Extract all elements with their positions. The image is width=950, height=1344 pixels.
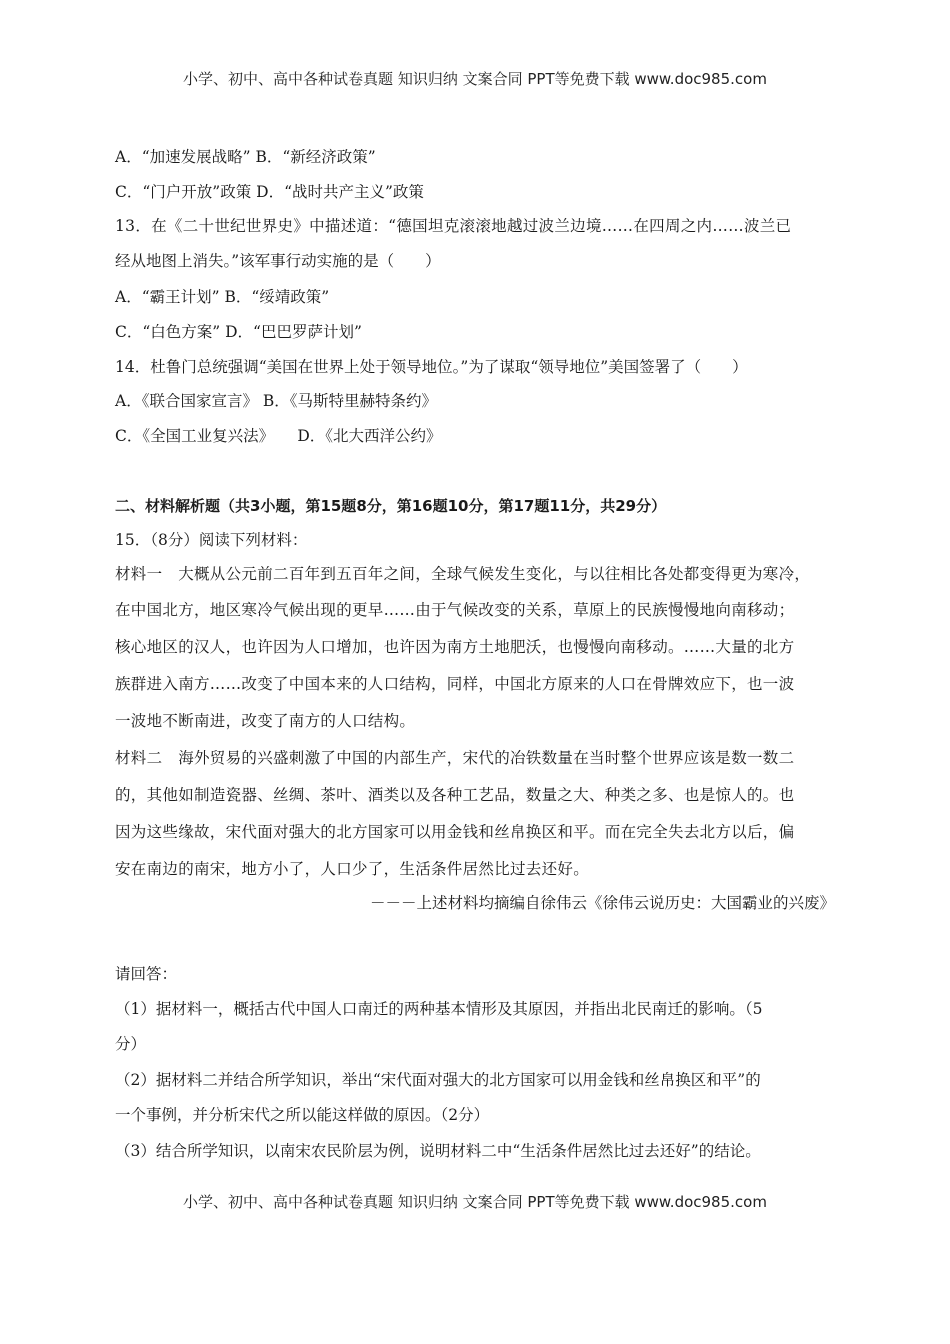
section2-title: 二、材料解析题（共3小题，第15题8分，第16题10分，第17题11分，共29分） bbox=[115, 497, 667, 515]
material2-line: 材料二 海外贸易的兴盛刺激了中国的内部生产，宋代的冶铁数量在当时整个世界应该是数一数二 bbox=[115, 749, 795, 767]
material1-line: 核心地区的汉人，也许因为人口增加，也许因为南方土地肥沃，也慢慢向南移动。……大量的北方 bbox=[115, 638, 795, 656]
sub-question-2-line1: （2）据材料二并结合所学知识，举出“宋代面对强大的北方国家可以用金钱和丝帛换区和平”的 bbox=[115, 1071, 761, 1089]
sub-question-2-line2: 一个事例，并分析宋代之所以能这样做的原因。（2分） bbox=[115, 1106, 490, 1124]
sub-question-1-line1: （1）据材料一，概括古代中国人口南迁的两种基本情形及其原因，并指出北民南迁的影响。（5 bbox=[115, 1000, 763, 1018]
q14-stem: 14．杜鲁门总统强调“美国在世界上处于领导地位。”为了谋取“领导地位”美国签署了（ ） bbox=[115, 358, 748, 376]
sub-question-1-line2: 分） bbox=[115, 1035, 147, 1053]
q13-options-cd: C．“白色方案” D．“巴巴罗萨计划” bbox=[115, 323, 362, 341]
answer-prompt: 请回答： bbox=[115, 965, 178, 983]
material2-line: 安在南边的南宋，地方小了，人口少了，生活条件居然比过去还好。 bbox=[115, 860, 590, 878]
material1-line: 一波地不断南进，改变了南方的人口结构。 bbox=[115, 712, 416, 730]
q13-stem-line2: 经从地图上消失。”该军事行动实施的是（ ） bbox=[115, 252, 441, 270]
q13-stem-line1: 13．在《二十世纪世界史》中描述道：“德国坦克滚滚地越过波兰边境……在四周之内……波兰已 bbox=[115, 217, 792, 235]
footer-banner: 小学、初中、高中各种试卷真题 知识归纳 文案合同 PPT等免费下载 www.doc985.com bbox=[183, 1193, 767, 1211]
q14-options-ab: A．《联合国家宣言》 B．《马斯特里赫特条约》 bbox=[115, 392, 438, 410]
q13-options-ab: A．“霸王计划” B．“绥靖政策” bbox=[115, 288, 330, 306]
q14-options-cd: C．《全国工业复兴法》 D．《北大西洋公约》 bbox=[115, 427, 442, 445]
material2-line: 的，其他如制造瓷器、丝绸、茶叶、酒类以及各种工艺品，数量之大、种类之多、也是惊人的。也 bbox=[115, 786, 795, 804]
material1-line: 材料一 大概从公元前二百年到五百年之间，全球气候发生变化，与以往相比各处都变得更为寒冷， bbox=[115, 565, 811, 583]
header-banner: 小学、初中、高中各种试卷真题 知识归纳 文案合同 PPT等免费下载 www.doc985.com bbox=[183, 70, 767, 88]
material1-line: 族群进入南方……改变了中国本来的人口结构，同样，中国北方原来的人口在骨牌效应下，也一波 bbox=[115, 675, 795, 693]
sub-question-3: （3）结合所学知识，以南宋农民阶层为例，说明材料二中“生活条件居然比过去还好”的结论。 bbox=[115, 1142, 761, 1160]
material2-line: 因为这些缘故，宋代面对强大的北方国家可以用金钱和丝帛换区和平。而在完全失去北方以后，偏 bbox=[115, 823, 795, 841]
q12-options-ab: A．“加速发展战略” B．“新经济政策” bbox=[115, 148, 376, 166]
material-source: －－－上述材料均摘编自徐伟云《徐伟云说历史：大国霸业的兴废》 bbox=[369, 894, 835, 912]
q15-intro: 15．（8分）阅读下列材料： bbox=[115, 531, 308, 549]
material1-line: 在中国北方，地区寒冷气候出现的更早……由于气候改变的关系，草原上的民族慢慢地向南移动； bbox=[115, 601, 795, 619]
q12-options-cd: C．“门户开放”政策 D．“战时共产主义”政策 bbox=[115, 183, 424, 201]
